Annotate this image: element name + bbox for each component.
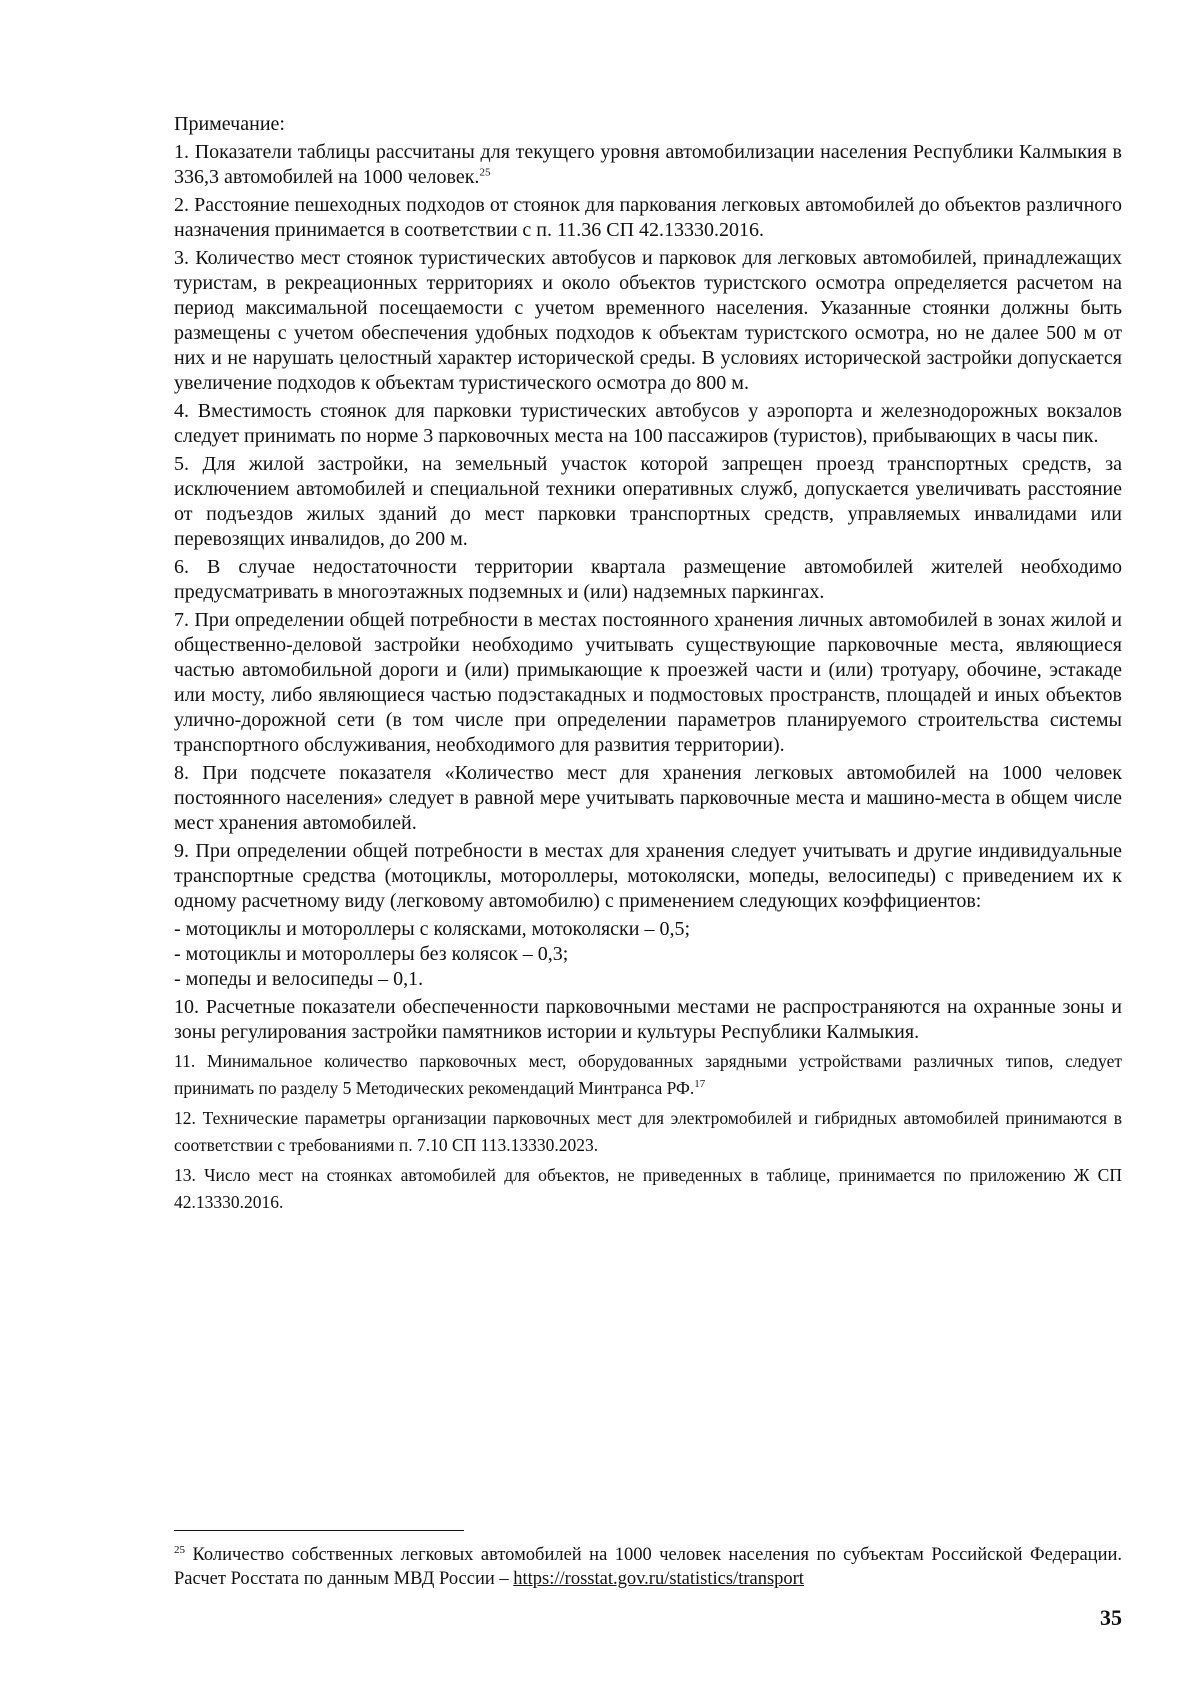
note-10: 10. Расчетные показатели обеспеченности парковочными местами не распространяются на охранные зоны и зоны регулирования застройки памятников истории и культуры Республики Калмыкия.: [174, 996, 1122, 1043]
note-12: 12. Технические параметры организации парковочных мест для электромобилей и гибридных автомобилей принимаются в соответствии с требованиями п. 7.10 СП 113.13330.2023.: [174, 1108, 1122, 1155]
footnote-ref[interactable]: 17: [694, 1078, 706, 1091]
footnote-divider: [174, 1530, 464, 1531]
note-13: 13. Число мест на стоянках автомобилей для объектов, не приведенных в таблице, принимается по приложению Ж СП 42.13330.2016.: [174, 1165, 1122, 1212]
note-6: 6. В случае недостаточности территории квартала размещение автомобилей жителей необходимо предусматривать в многоэтажных подземных и (или) надземных паркингах.: [174, 556, 1122, 603]
note-9: 9. При определении общей потребности в местах для хранения следует учитывать и другие индивидуальные транспортные средства (мотоциклы, мотороллеры, мотоколяски, мопеды, велосипеды) с приведением их к одному расчетному виду (легковому автомобилю) с применением следующих коэффициентов:: [174, 840, 1122, 912]
note-5: 5. Для жилой застройки, на земельный участок которой запрещен проезд транспортных средств, за исключением автомобилей и специальной техники оперативных служб, допускается увеличивать расстояние от подъездов жилых зданий до мест парковки транспортных средств, управляемых инвалидами или перевозящих инвалидов, до 200 м.: [174, 453, 1122, 550]
coefficient-item: - мопеды и велосипеды – 0,1.: [174, 968, 424, 990]
note-8: 8. При подсчете показателя «Количество мест для хранения легковых автомобилей на 1000 человек постоянного населения» следует в равной мере учитывать парковочные места и машино-места в общем числе мест хранения автомобилей.: [174, 762, 1122, 834]
page-number: 35: [1100, 1605, 1122, 1630]
note-text: 11. Минимальное количество парковочных мест, оборудованных зарядными устройствами различных типов, следует принимать по разделу 5 Методических рекомендаций Минтранса РФ.: [174, 1051, 1122, 1098]
footnote-text: Количество собственных легковых автомобилей на 1000 человек населения по субъектам Российской Федерации. Расчет Росстата по данным МВД России –: [174, 1545, 1122, 1589]
rosstat-link[interactable]: https://rosstat.gov.ru/statistics/transport: [513, 1569, 804, 1589]
note-4: 4. Вместимость стоянок для парковки туристических автобусов у аэропорта и железнодорожных вокзалов следует принимать по норме 3 парковочных места на 100 пассажиров (туристов), прибывающих в часы пик.: [174, 400, 1122, 447]
footnote-marker: 25: [174, 1543, 185, 1556]
notes-section: [174, 112, 1122, 1219]
note-11: [174, 1048, 1122, 1102]
footnote: [174, 1543, 1122, 1591]
note-3: 3. Количество мест стоянок туристических автобусов и парковок для легковых автомобилей, принадлежащих туристам, в рекреационных территориях и около объектов туристского осмотра определяется расчетом на период максимальной посещаемости с учетом временного населения. Указанные стоянки должны быть размещены с учетом обеспечения удобных подходов к объектам туристского осмотра, но не далее 500 м от них и не нарушать целостный характер исторической среды. В условиях исторической застройки допускается увеличение подходов к объектам туристического осмотра до 800 м.: [174, 247, 1122, 394]
coefficient-item: - мотоциклы и мотороллеры без колясок – 0,3;: [174, 943, 569, 965]
note-7: 7. При определении общей потребности в местах постоянного хранения личных автомобилей в зонах жилой и общественно-деловой застройки необходимо учитывать существующие парковочные места, являющиеся частью автомобильной дороги и (или) примыкающие к проезжей части и (или) тротуару, обочине, эстакаде или мосту, либо являющиеся частью подэстакадных и подмостовых пространств, площадей и иных объектов улично-дорожной сети (в том числе при определении параметров планируемого строительства системы транспортного обслуживания, необходимого для развития территории).: [174, 609, 1122, 756]
note-text: 1. Показатели таблицы рассчитаны для текущего уровня автомобилизации населения Республики Калмыкия в 336,3 автомобилей на 1000 человек.: [174, 141, 1122, 188]
notes-heading: Примечание:: [174, 113, 285, 135]
note-1: [174, 140, 1122, 190]
footnote-paragraph: [174, 1543, 1122, 1591]
coefficient-item: - мотоциклы и мотороллеры с колясками, мотоколяски – 0,5;: [174, 918, 691, 940]
note-2: 2. Расстояние пешеходных подходов от стоянок для паркования легковых автомобилей до объектов различного назначения принимается в соответствии с п. 11.36 СП 42.13330.2016.: [174, 194, 1122, 241]
footnote-ref[interactable]: 25: [479, 166, 491, 179]
